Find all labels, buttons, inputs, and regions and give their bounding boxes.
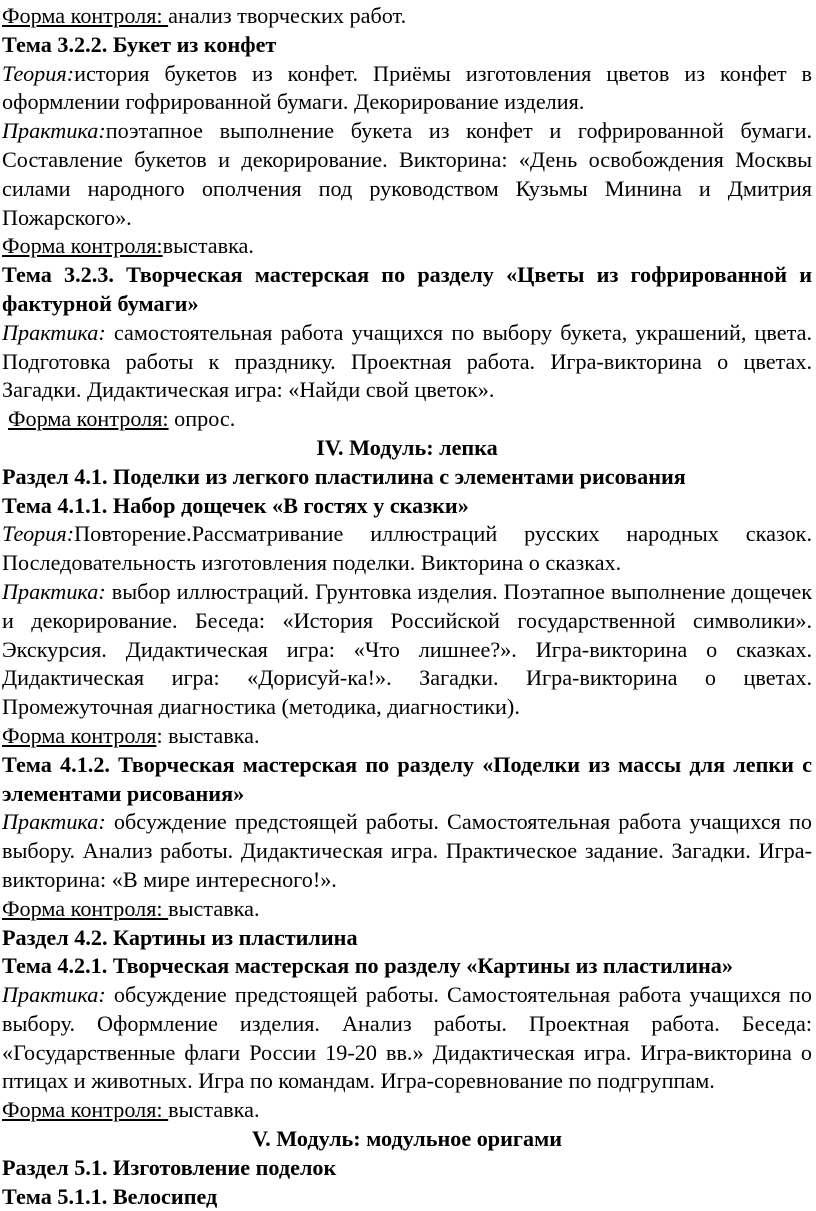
- topic-heading: Тема 4.2.1. Творческая мастерская по разделу «Картины из пластилина»: [2, 953, 733, 979]
- practice-paragraph: [2, 578, 812, 722]
- control-form-label: Форма контроля: [2, 722, 157, 748]
- control-form-line: [2, 1096, 812, 1125]
- theory-paragraph: [2, 520, 812, 578]
- theory-paragraph: [2, 60, 812, 118]
- control-form-line: [2, 722, 812, 751]
- practice-label: Практика:: [2, 319, 106, 345]
- control-form-text: выставка.: [168, 1097, 260, 1123]
- control-form-text: : выставка.: [156, 722, 260, 748]
- control-form-line: [2, 2, 812, 31]
- control-form-label: Форма контроля:: [2, 895, 169, 921]
- control-form-line: [2, 405, 812, 434]
- theory-text: история букетов из конфет. Приёмы изготовления цветов из конфет в оформлении гофрированной бумаги. Декорирование изделия.: [2, 60, 812, 115]
- theory-text: Повторение.Рассматривание иллюстраций русских народных сказок. Последовательность изготовления поделки. Викторина о сказках.: [2, 521, 812, 576]
- section-heading: Раздел 4.2. Картины из пластилина: [2, 924, 358, 950]
- theory-label: Теория:: [2, 521, 75, 547]
- control-form-line: [2, 895, 812, 924]
- practice-label: Практика:: [2, 578, 106, 604]
- control-form-text: выставка.: [168, 895, 260, 921]
- practice-paragraph: [2, 319, 812, 405]
- practice-label: Практика:: [2, 118, 106, 144]
- practice-paragraph: [2, 981, 812, 1096]
- control-form-text: выставка.: [162, 233, 254, 259]
- section-heading: Раздел 4.1. Поделки из легкого пластилина с элементами рисования: [2, 463, 686, 489]
- section-heading: Раздел 5.1. Изготовление поделок: [2, 1154, 337, 1180]
- practice-label: Практика:: [2, 809, 106, 835]
- module-heading: V. Модуль: модульное оригами: [251, 1126, 562, 1152]
- control-form-line: [2, 232, 812, 261]
- control-form-label: Форма контроля:: [2, 233, 163, 259]
- theory-label: Теория:: [2, 60, 75, 86]
- practice-paragraph: [2, 808, 812, 894]
- control-form-label: Форма контроля:: [2, 1097, 169, 1123]
- topic-heading: Тема 5.1.1. Велосипед: [2, 1183, 218, 1209]
- practice-text: самостоятельная работа учащихся по выбору букета, украшений, цвета. Подготовка работы к празднику. Проектная работа. Игра-викторина о цветах. Загадки. Дидактическая игра: «Найди свой цветок».: [2, 319, 812, 403]
- topic-heading: Тема 3.2.3. Творческая мастерская по разделу «Цветы из гофрированной и фактурной бумаги»: [2, 262, 812, 316]
- practice-text: поэтапное выполнение букета из конфет и гофрированной бумаги. Составление букетов и декорирование. Викторина: «День освобождения Москвы силами народного ополчения под руководством Кузьмы Минина и Дмитрия Пожарского».: [2, 118, 812, 230]
- control-form-text: анализ творческих работ.: [168, 3, 407, 28]
- control-form-label: Форма контроля:: [8, 406, 169, 432]
- module-heading: IV. Модуль: лепка: [316, 434, 498, 460]
- topic-heading: Тема 4.1.2. Творческая мастерская по разделу «Поделки из массы для лепки с элементами рисования»: [2, 751, 812, 806]
- control-form-text: опрос.: [168, 406, 236, 432]
- topic-heading: Тема 3.2.2. Букет из конфет: [2, 31, 277, 57]
- practice-paragraph: [2, 117, 812, 232]
- control-form-label: Форма контроля:: [2, 3, 169, 28]
- practice-text: обсуждение предстоящей работы. Самостоятельная работа учащихся по выбору. Оформление изделия. Анализ работы. Проектная работа. Беседа: «Государственные флаги России 19-20 вв.» Дидактическая игра. Игра-викторина о птицах и животных. Игра по командам. Игра-соревнование по подгруппам.: [2, 982, 812, 1094]
- practice-text: обсуждение предстоящей работы. Самостоятельная работа учащихся по выбору. Анализ работы. Дидактическая игра. Практическое задание. Загадки. Игра-викторина: «В мире интересного!».: [2, 809, 812, 892]
- practice-text: выбор иллюстраций. Грунтовка изделия. Поэтапное выполнение дощечек и декорирование. Беседа: «История Российской государственной символики». Экскурсия. Дидактическая игра: «Что лишнее?». Игра-викторина о сказках. Дидактическая игра: «Дорисуй-ка!». Загадки. Игра-викторина о цветах. Промежуточная диагностика (методика, диагностики).: [2, 578, 812, 720]
- practice-label: Практика:: [2, 982, 106, 1008]
- topic-heading: Тема 4.1.1. Набор дощечек «В гостях у сказки»: [2, 492, 469, 518]
